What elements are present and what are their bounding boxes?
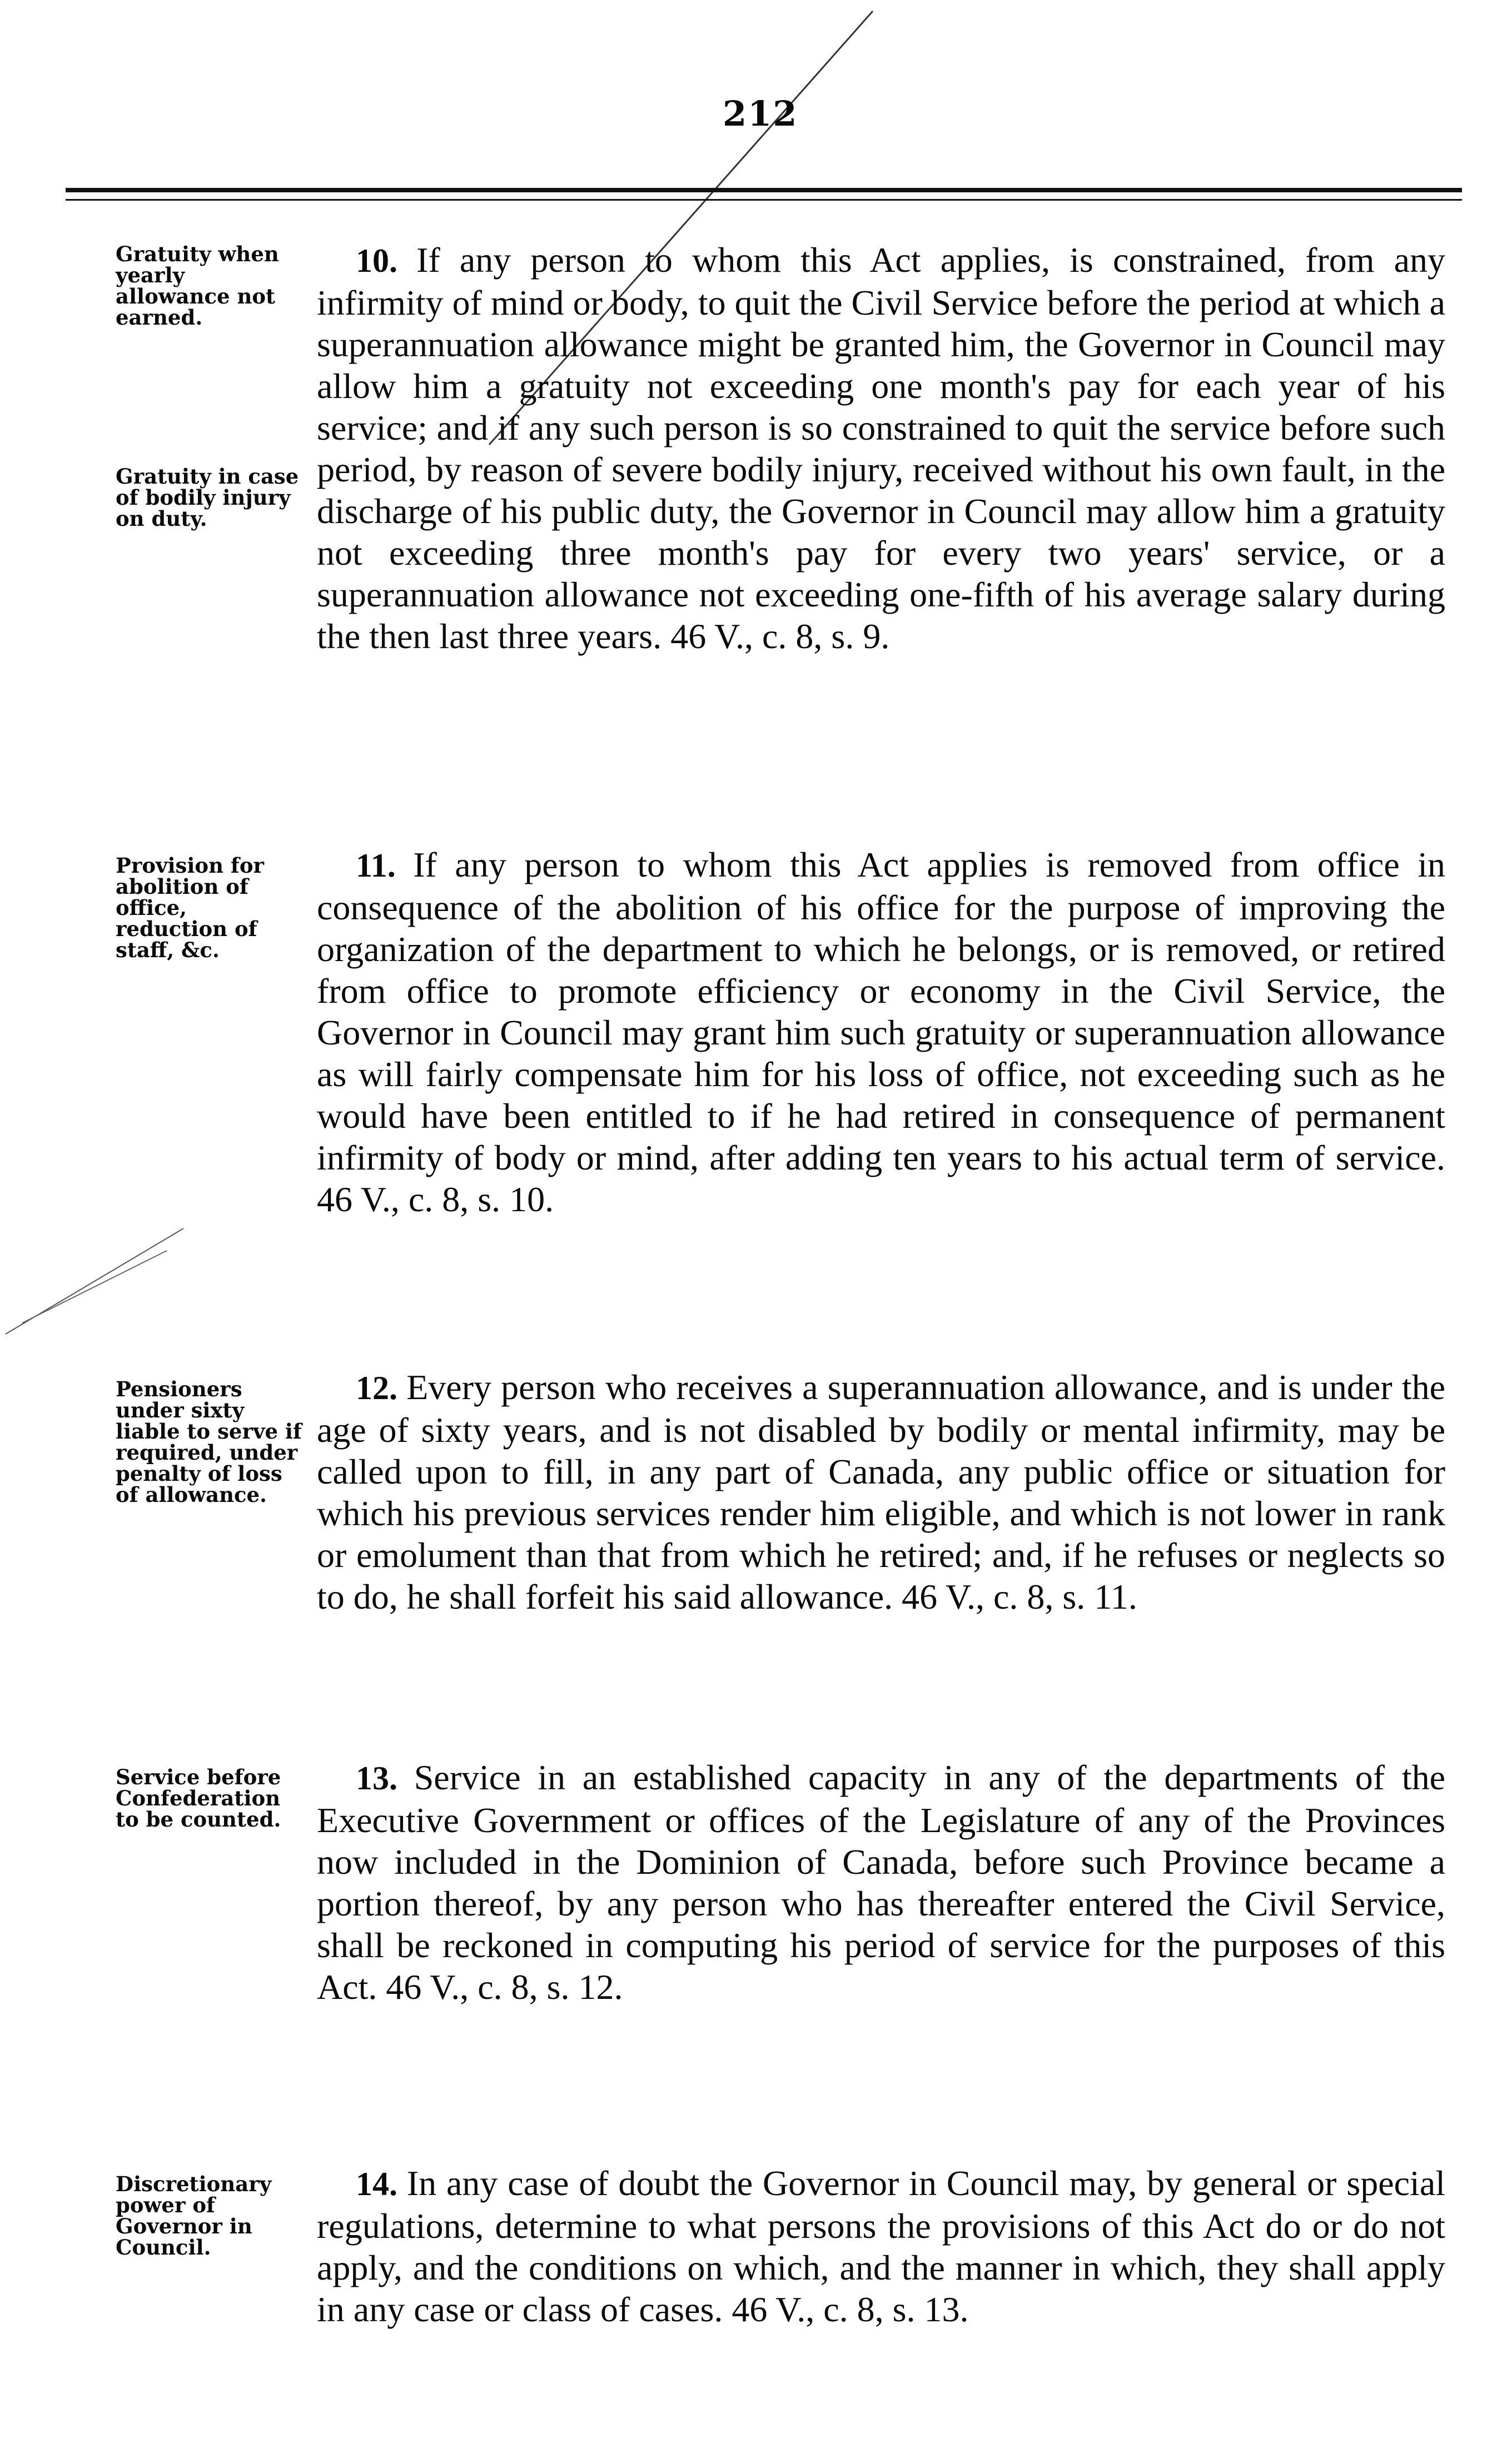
margin-note: Gratuity in case of bodily injury on duty.: [116, 464, 299, 531]
section-body: [317, 239, 1445, 657]
margin-note: Gratuity when yearly allowance not earned.: [116, 242, 279, 330]
margin-note: Pensioners under sixty liable to serve if required, under penalty of loss of allowance.: [116, 1377, 302, 1507]
section-number: 12.: [356, 1370, 407, 1406]
section-text: In any case of doubt the Governor in Council may, by general or special regulations, determine to what persons the provisions of this Act do or do not apply, and the conditions on which, and the manner in which, they shall apply in any case or class of cases. 46 V., c. 8, s. 13.: [317, 2163, 1446, 2329]
margin-note: Service before Confederation to be counted.: [116, 1765, 281, 1832]
section-body: [317, 1757, 1445, 2008]
page-number: 212: [723, 93, 798, 134]
header-rule: [66, 188, 1462, 192]
section-body: [317, 844, 1445, 1220]
section-text: If any person to whom this Act applies is removed from office in consequence of the abolition of his office for the purpose of improving the organization of the department to which he belongs, or is removed, or retired from office to promote efficiency or economy in the Civil Service, the Governor in Council may grant him such gratuity or superannuation allowance as will fairly compensate him for his loss of office, not exceeding such as he would have been entitled to if he had retired in consequence of permanent infirmity of body or mind, after adding ten years to his actual term of service. 46 V., c. 8, s. 10.: [317, 845, 1445, 1219]
header-rule-thin: [66, 199, 1462, 201]
section-text: If any person to whom this Act applies, is constrained, from any infirmity of mind or body, to quit the Civil Service before the period at which a superannuation allowance might be granted him, the Governor in Council may allow him a gratuity not exceeding one month's pay for each year of his service; and if any such person is so constrained to quit the service before such period, by reason of severe bodily injury, received without his own fault, in the discharge of his public duty, the Governor in Council may allow him a gratuity not exceeding three month's pay for every two years' service, or a superannuation allowance not exceeding one-fifth of his average salary during the then last three years. 46 V., c. 8, s. 9.: [317, 240, 1446, 656]
section-number: 11.: [356, 847, 414, 884]
section-number: 14.: [356, 2166, 407, 2202]
section-number: 13.: [356, 1760, 414, 1797]
section-text: Every person who receives a superannuation allowance, and is under the age of sixty years, and is not disabled by bodily or mental infirmity, may be called upon to fill, in any part of Canada, any public office or situation for which his previous services render him eligible, and which is not lower in rank or emolument than that from which he retired; and, if he refuses or neglects so to do, he shall forfeit his said allowance. 46 V., c. 8, s. 11.: [317, 1367, 1446, 1616]
margin-note: Provision for abolition of office, reduction of staff, &c.: [116, 853, 264, 962]
section-number: 10.: [356, 242, 417, 279]
section-body: [317, 1366, 1445, 1618]
margin-note: Discretionary power of Governor in Council.: [116, 2172, 272, 2260]
section-body: [317, 2162, 1445, 2330]
section-text: Service in an established capacity in any of the departments of the Executive Government or offices of the Legislature of any of the Provinces now included in the Dominion of Canada, before such Province became a portion thereof, by any person who has thereafter entered the Civil Service, shall be reckoned in computing his period of service for the purposes of this Act. 46 V., c. 8, s. 12.: [317, 1758, 1446, 2007]
